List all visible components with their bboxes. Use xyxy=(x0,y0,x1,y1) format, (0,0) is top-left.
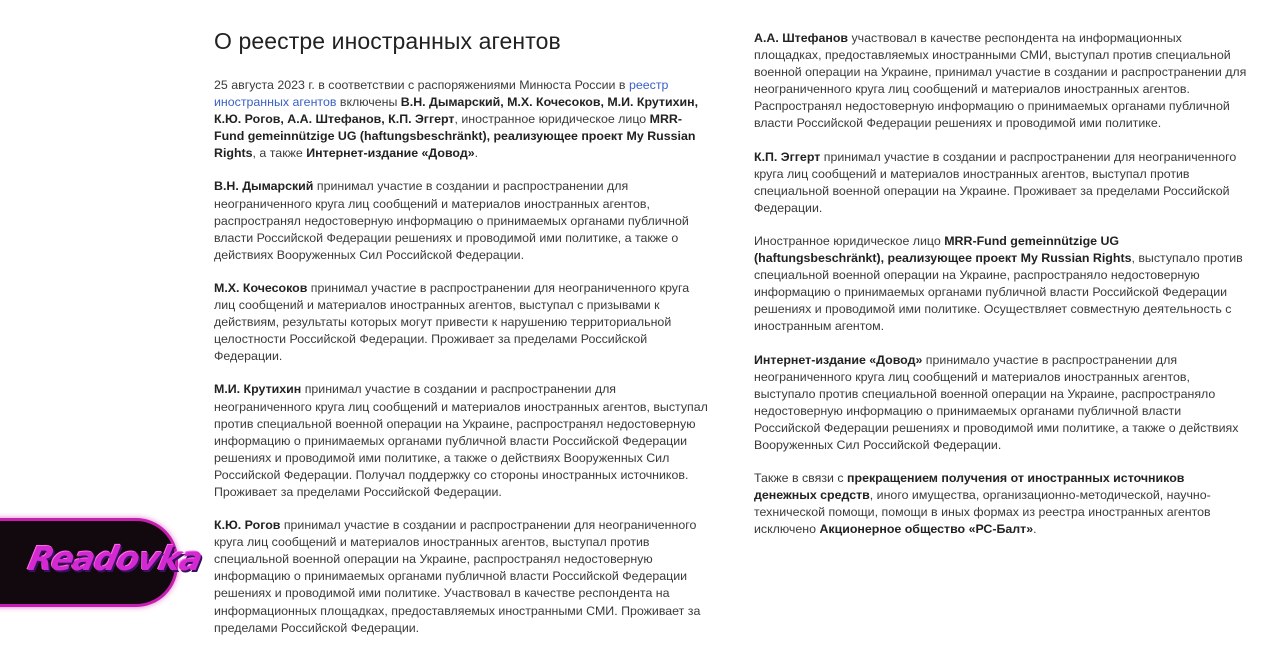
media-name: Интернет-издание «Довод» xyxy=(754,352,923,367)
company-name: Акционерное общество «РС-Балт» xyxy=(819,522,1034,537)
logo-text: Readovka xyxy=(24,539,206,578)
person-name: В.Н. Дымарский xyxy=(214,179,314,194)
media-name: Интернет-издание «Довод» xyxy=(306,146,475,161)
person-name: К.Ю. Рогов xyxy=(214,518,281,533)
paragraph-text: принимал участие в распространении для неограниченного круга лиц сообщений и материалов иностранных агентов, выступал с призывами к действиям, результаты которых могут привести к нарушению территориальной целостности Российской Федерации. Проживает за пределами Российской Федерации. xyxy=(214,280,690,364)
intro-text: . xyxy=(474,146,479,161)
paragraph-text: . xyxy=(1033,522,1037,537)
page-title: О реестре иностранных агентов xyxy=(214,28,561,54)
readovka-logo xyxy=(0,518,206,607)
paragraph-shtefanov xyxy=(754,30,1250,133)
intro-text: , иностранное юридическое лицо xyxy=(454,112,650,127)
registry-link[interactable]: реестр иностранных агентов xyxy=(214,78,669,110)
paragraph-kochesokov xyxy=(214,280,712,365)
paragraph-text: Также в связи с xyxy=(754,471,848,486)
paragraph-rogov xyxy=(214,517,712,637)
paragraph-text: Иностранное юридическое лицо xyxy=(754,233,945,248)
paragraph-text: , иного имущества, организационно-методической, научно-технической помощи, помощи в иных формах из реестра иностранных агентов исключено xyxy=(754,488,1211,537)
paragraph-text: принимал участие в создании и распространении для неограниченного круга лиц сообщений и материалов иностранных агентов, выступал против специальной военной операции на Украине, распространял недостоверную информацию о принимаемых органами публичной власти Российской Федерации решениях и проводимой ими политике, а также о действиях Вооруженных Сил Российской Федерации. Получал поддержку со стороны иностранных источников. Проживает за пределами Российской Федерации. xyxy=(214,382,708,499)
paragraph-krutikhin xyxy=(214,381,712,501)
person-name: М.Х. Кочесоков xyxy=(214,280,308,295)
paragraph-mrr-fund xyxy=(754,233,1250,336)
paragraph-text: принимал участие в создании и распространении для неограниченного круга лиц сообщений и материалов иностранных агентов, выступал против специальной военной операции на Украине, распространял недостоверную информацию о принимаемых органами публичной власти Российской Федерации решениях и проводимой ими политике. Участвовал в качестве респондента на информационных площадках, предоставляемых иностранными СМИ. Проживает за пределами Российской Федерации. xyxy=(214,518,701,635)
entity-name: MRR-Fund gemeinnützige UG (haftungsbeschränkt), реализующее проект My Russian Rights xyxy=(754,233,1132,266)
right-column xyxy=(754,30,1250,554)
intro-text: включены xyxy=(336,95,401,110)
person-name: М.И. Крутихин xyxy=(214,382,302,397)
intro-text: 25 августа 2023 г. в соответствии с распоряжениями Минюста России в xyxy=(214,78,629,92)
paragraph-dymarsky xyxy=(214,178,712,263)
paragraph-rs-balt xyxy=(754,470,1250,538)
paragraph-eggert xyxy=(754,149,1250,217)
reason-text: прекращением получения от иностранных источников денежных средств xyxy=(754,471,1185,503)
paragraph-text: принимал участие в создании и распространении для неограниченного круга лиц сообщений и материалов иностранных агентов, распространял недостоверную информацию о принимаемых органами публичной власти Российской Федерации решениях и проводимой ими политике, а также о действиях Вооруженных Сил Российской Федерации. xyxy=(214,179,689,262)
paragraph-text: принимало участие в распространении для неограниченного круга лиц сообщений и материалов иностранных агентов, выступало против специальной военной операции на Украине, распространяло недостоверную информацию о принимаемых органами публичной власти Российской Федерации решениях и проводимой ими политике, а также о действиях Вооруженных Сил Российской Федерации. xyxy=(754,352,1239,452)
paragraph-text: , выступало против специальной военной операции на Украине, распространяло недостоверную информацию о принимаемых органами публичной власти Российской Федерации решениях и проводимой ими политике. Осуществляет совместную деятельность с иностранным агентом. xyxy=(754,251,1243,334)
person-name: К.П. Эггерт xyxy=(754,149,821,164)
legal-entity-name: MRR-Fund gemeinnützige UG (haftungsbeschränkt), реализующее проект My Russian Rights xyxy=(214,112,696,161)
paragraph-text: принимал участие в создании и распространении для неограниченного круга лиц сообщений и материалов иностранных агентов, выступал против специальной военной операции на Украине. Проживает за пределами Российской Федерации. xyxy=(754,149,1237,215)
intro-text: , а также xyxy=(252,146,307,161)
left-column xyxy=(214,77,712,653)
paragraph-dovod xyxy=(754,352,1250,455)
intro-paragraph xyxy=(214,77,712,162)
paragraph-text: участвовал в качестве респондента на информационных площадках, предоставляемых иностранными СМИ, выступал против специальной военной операции на Украине, принимал участие в создании и распространении для неограниченного круга лиц сообщений и материалов иностранных агентов. Распространял недостоверную информацию о принимаемых органами публичной власти Российской Федерации решениях и проводимой ими политике. xyxy=(754,31,1247,131)
person-name: А.А. Штефанов xyxy=(754,31,849,45)
persons-list: В.Н. Дымарский, М.Х. Кочесоков, М.И. Крутихин, К.Ю. Рогов, А.А. Штефанов, К.П. Эггерт xyxy=(214,95,699,127)
